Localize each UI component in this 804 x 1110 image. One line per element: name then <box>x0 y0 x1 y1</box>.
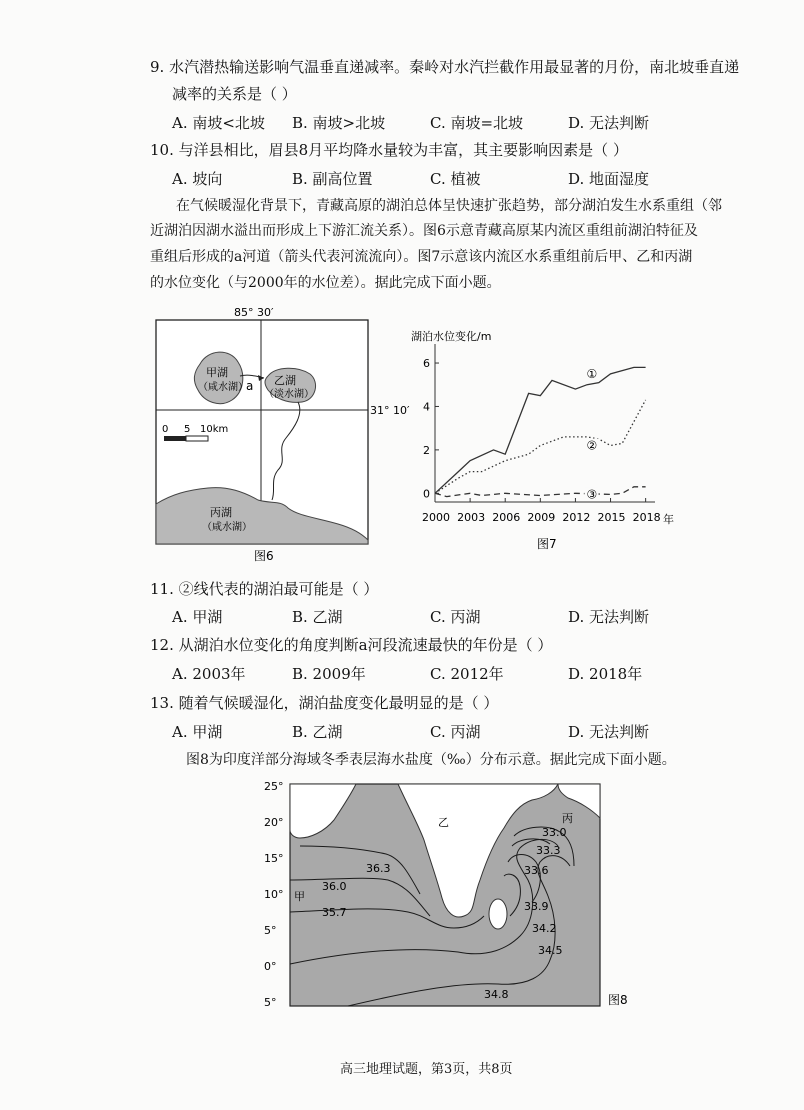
lat-label-0: 0° <box>264 960 277 973</box>
q9-option-b[interactable]: B. 南坡>北坡 <box>292 114 386 132</box>
series-line-2 <box>435 400 646 493</box>
latitude-label: 31° 10′ <box>370 404 410 417</box>
lat-label-5n: 5° <box>264 924 277 937</box>
q12-option-c[interactable]: C. 2012年 <box>430 665 504 683</box>
page-footer: 高三地理试题，第3页，共8页 <box>340 1062 513 1077</box>
q10-option-d[interactable]: D. 地面湿度 <box>568 170 650 188</box>
q10-option-c[interactable]: C. 植被 <box>430 170 481 188</box>
x-tick-label: 2012 <box>562 511 591 524</box>
scale-label-10km: 10km <box>200 424 229 435</box>
lat-label-20: 20° <box>264 816 284 829</box>
isohaline-label-33-6: 33.6 <box>524 864 549 877</box>
figure-7-caption: 图7 <box>537 537 557 551</box>
question-9-line-1: 9. 水汽潜热输送影响气温垂直递减率。秦岭对水汽拦截作用最显著的月份，南北坡垂直递 <box>150 58 740 76</box>
isohaline-label-35-7: 35.7 <box>322 906 347 919</box>
lat-label-25: 25° <box>264 780 284 793</box>
y-tick-label: 6 <box>423 357 430 371</box>
question-12: 12. 从湖泊水位变化的角度判断a河段流速最快的年份是（ ） <box>150 636 553 654</box>
passage-2: 图8为印度洋部分海域冬季表层海水盐度（‰）分布示意。据此完成下面小题。 <box>186 752 676 768</box>
q9-option-a[interactable]: A. 南坡<北坡 <box>172 114 265 132</box>
question-13: 13. 随着气候暖湿化，湖泊盐度变化最明显的是（ ） <box>150 694 499 712</box>
q12-option-b[interactable]: B. 2009年 <box>292 665 366 683</box>
q13-option-c[interactable]: C. 丙湖 <box>430 723 481 741</box>
isohaline-label-33-0: 33.0 <box>542 826 567 839</box>
lake-yi-name: 乙湖 <box>274 374 296 387</box>
passage-1-line-1: 在气候暖湿化背景下，青藏高原的湖泊总体呈快速扩张趋势，部分湖泊发生水系重组（邻 <box>176 198 722 214</box>
figure-6-map <box>148 304 410 566</box>
q13-option-a[interactable]: A. 甲湖 <box>172 723 223 741</box>
x-tick-label: 2009 <box>527 511 556 524</box>
q11-option-c[interactable]: C. 丙湖 <box>430 608 481 626</box>
passage-1-line-4: 的水位变化（与2000年的水位差）。据此完成下面小题。 <box>150 275 501 291</box>
chart-axes <box>435 344 655 502</box>
isohaline-label-36-0: 36.0 <box>322 880 347 893</box>
scale-label-5: 5 <box>184 424 191 435</box>
passage-1-line-3: 重组后形成的a河道（箭头代表河流流向）。图7示意该内流区水系重组前后甲、乙和丙湖 <box>150 249 693 265</box>
point-bing: 丙 <box>562 812 573 825</box>
lake-jia-type: （咸水湖） <box>198 382 248 393</box>
lake-jia-name: 甲湖 <box>206 366 228 379</box>
scale-label-0: 0 <box>162 424 169 435</box>
q11-option-d[interactable]: D. 无法判断 <box>568 608 650 626</box>
q12-option-d[interactable]: D. 2018年 <box>568 665 643 683</box>
y-axis-label: 湖泊水位变化/m <box>411 330 492 343</box>
lat-label-10: 10° <box>264 888 284 901</box>
series-label-2: ② <box>586 438 598 453</box>
question-10-line-1: 10. 与洋县相比，眉县8月平均降水量较为丰富，其主要影响因素是（ ） <box>150 141 628 159</box>
q11-option-b[interactable]: B. 乙湖 <box>292 608 343 626</box>
x-tick-label: 2003 <box>457 511 486 524</box>
x-tick-label: 2000 <box>422 511 450 524</box>
series-line-3 <box>435 487 646 497</box>
series-label-1: ① <box>586 366 598 381</box>
q13-option-b[interactable]: B. 乙湖 <box>292 723 343 741</box>
passage-1-line-2: 近湖泊因湖水溢出而形成上下游汇流关系）。图6示意青藏高原某内流区重组前湖泊特征及 <box>150 223 698 239</box>
point-yi: 乙 <box>438 816 449 829</box>
isohaline-label-33-9: 33.9 <box>524 900 549 913</box>
longitude-label: 85° 30′ <box>234 306 274 319</box>
sri-lanka <box>489 899 507 929</box>
q9-option-d[interactable]: D. 无法判断 <box>568 114 650 132</box>
figure-8-salinity-map <box>258 776 638 1018</box>
x-tick-label: 2015 <box>597 511 626 524</box>
isohaline-label-36-3: 36.3 <box>366 862 391 875</box>
q11-option-a[interactable]: A. 甲湖 <box>172 608 223 626</box>
lake-bing-type: （咸水湖） <box>202 522 252 533</box>
figure-7-chart <box>405 320 705 556</box>
y-tick-label: 0 <box>423 487 430 501</box>
figure-6-caption: 图6 <box>254 549 274 563</box>
q10-option-a[interactable]: A. 坡向 <box>172 170 223 188</box>
point-jia: 甲 <box>294 890 305 903</box>
scale-bar-black <box>164 436 186 441</box>
series-line-1 <box>435 367 646 493</box>
y-tick-label: 2 <box>423 443 430 457</box>
q10-option-b[interactable]: B. 副高位置 <box>292 170 373 188</box>
x-axis-unit: 年 <box>663 513 674 526</box>
isohaline-label-33-3: 33.3 <box>536 844 561 857</box>
scale-bar-white <box>186 436 208 441</box>
figure-8-caption: 图8 <box>608 993 628 1007</box>
isohaline-label-34-8: 34.8 <box>484 988 509 1001</box>
lat-label-5s: 5° <box>264 996 277 1009</box>
chart-lines <box>435 367 646 502</box>
q9-option-c[interactable]: C. 南坡=北坡 <box>430 114 524 132</box>
river-a-label: a <box>246 379 254 393</box>
question-11: 11. ②线代表的湖泊最可能是（ ） <box>150 580 379 598</box>
question-9-line-2: 减率的关系是（ ） <box>172 85 297 103</box>
x-tick-label: 2018 <box>632 511 661 524</box>
x-tick-label: 2006 <box>492 511 521 524</box>
isohaline-label-34-5: 34.5 <box>538 944 563 957</box>
y-tick-label: 4 <box>423 400 430 414</box>
q13-option-d[interactable]: D. 无法判断 <box>568 723 650 741</box>
q12-option-a[interactable]: A. 2003年 <box>172 665 246 683</box>
lake-yi-type: （淡水湖） <box>264 389 314 400</box>
isohaline-label-34-2: 34.2 <box>532 922 557 935</box>
chart-ticks <box>422 357 661 524</box>
series-label-3: ③ <box>586 487 598 502</box>
lake-bing-name: 丙湖 <box>210 506 232 519</box>
lat-label-15: 15° <box>264 852 284 865</box>
